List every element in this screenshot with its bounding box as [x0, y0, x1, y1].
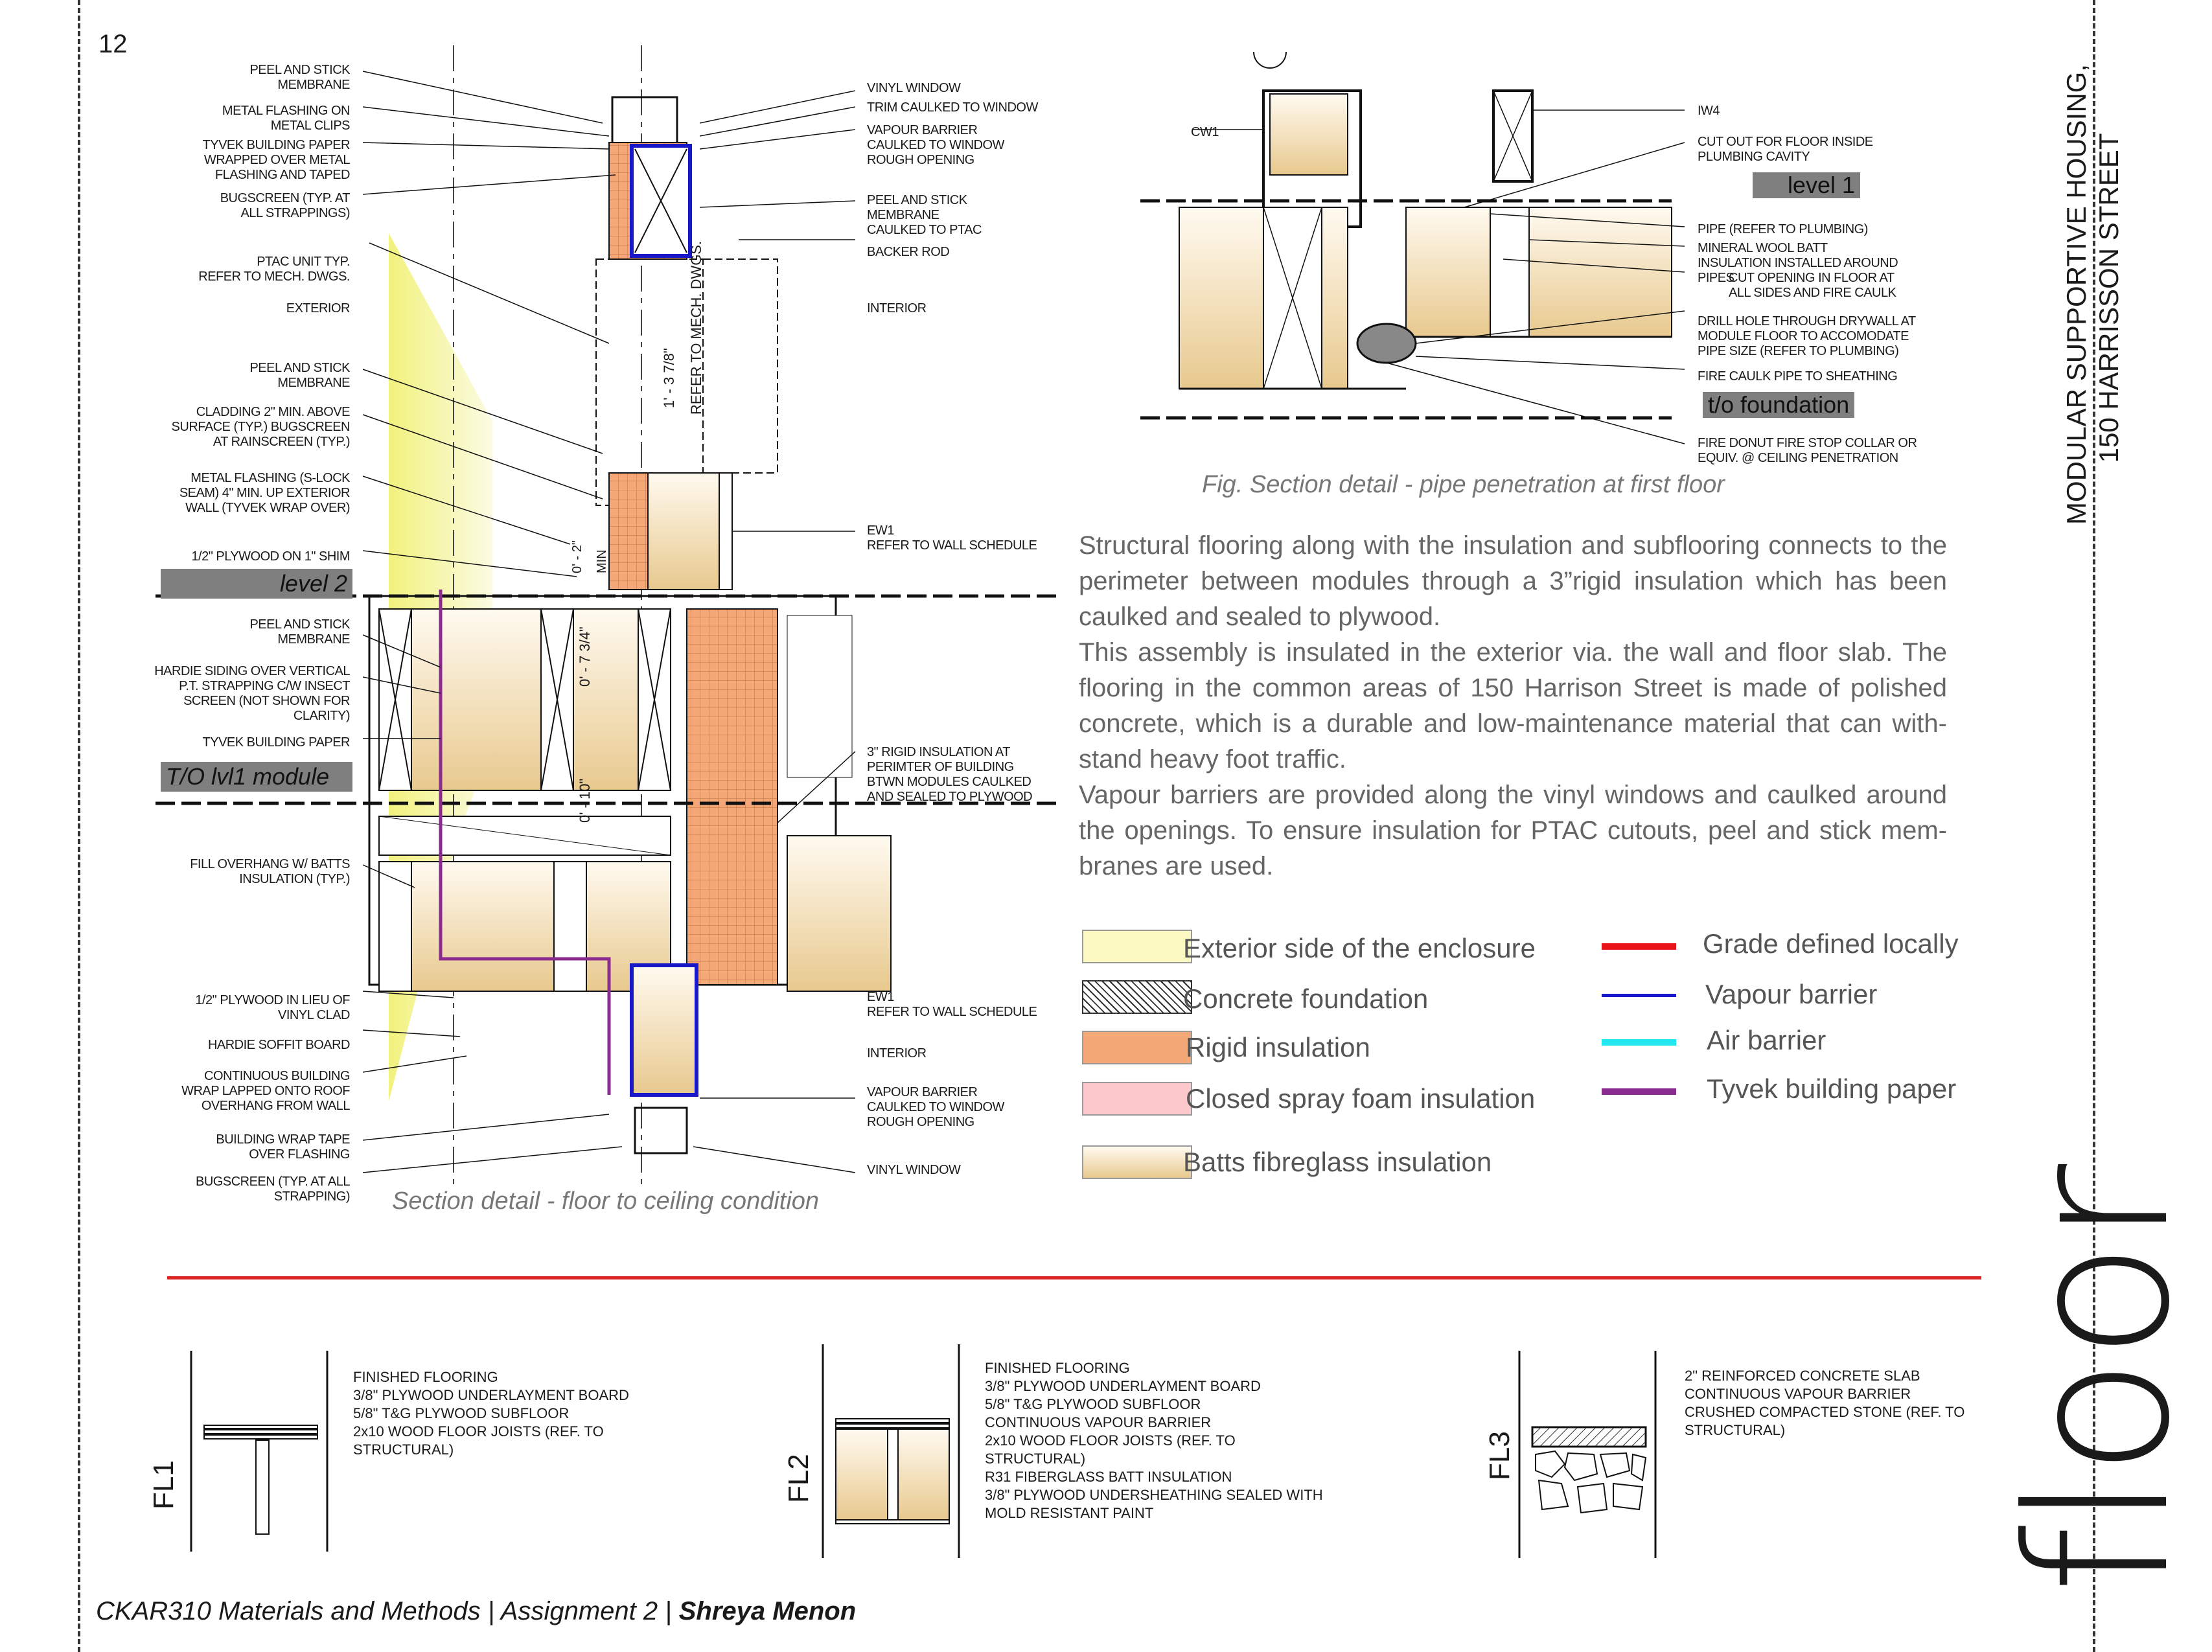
label-exterior: EXTERIOR	[286, 301, 350, 315]
label-trim-caulked: TRIM CAULKED TO WINDOW	[867, 100, 1038, 115]
label-plywood-shim: 1/2" PLYWOOD ON 1" SHIM	[191, 549, 350, 564]
legend-swatch-exterior	[1082, 930, 1192, 963]
label-fill-overhang: FILL OVERHANG W/ BATTS INSULATION (TYP.)	[190, 857, 350, 886]
description-text	[1079, 528, 1947, 884]
fl2-diagram	[820, 1344, 969, 1565]
label-peel-stick-3: PEEL AND STICK MEMBRANE	[249, 617, 350, 647]
description-paragraph-3: Vapour barriers are provided along the vinyl windows and caulked around the openings. To ensure insulation for PTAC cutouts, peel and stick mem-branes are used.	[1079, 781, 1947, 880]
floor-heading: floor	[1986, 1166, 2212, 1594]
fl1-label: FL1	[148, 1460, 179, 1509]
legend-label-rigid: Rigid insulation	[1186, 1032, 1370, 1062]
fl3-spec: 2" REINFORCED CONCRETE SLAB CONTINUOUS VAPOUR BARRIER CRUSHED COMPACTED STONE (REF. TO STRUCTURAL)	[1685, 1368, 1965, 1438]
pipe-label-mineral-wool: MINERAL WOOL BATT INSULATION INSTALLED AROUND PIPES	[1698, 241, 1898, 285]
label-peel-stick-2: PEEL AND STICK MEMBRANE	[249, 361, 350, 390]
label-vinyl-window-1: VINYL WINDOW	[867, 81, 961, 95]
fl2-label: FL2	[783, 1454, 814, 1503]
footer-author: Shreya Menon	[678, 1597, 857, 1625]
label-backer-rod: BACKER ROD	[867, 245, 950, 259]
level-1-tag: level 1	[1753, 172, 1860, 198]
label-ew1-2: EW1 REFER TO WALL SCHEDULE	[867, 990, 1037, 1019]
section-divider-line	[167, 1276, 1981, 1279]
label-vapour-barrier-1: VAPOUR BARRIER CAULKED TO WINDOW ROUGH OPENING	[867, 123, 1004, 167]
legend-label-concrete: Concrete foundation	[1183, 983, 1429, 1014]
label-ew1-1: EW1 REFER TO WALL SCHEDULE	[867, 523, 1037, 553]
label-wrap-tape: BUILDING WRAP TAPE OVER FLASHING	[216, 1132, 350, 1162]
legend-label-exterior: Exterior side of the enclosure	[1183, 933, 1536, 963]
dim-ptac-note: REFER TO MECH. DWGS.	[688, 240, 704, 415]
fl1-diagram	[188, 1351, 337, 1558]
dim-floor-depth: 0' - 7 3/4"	[577, 626, 593, 687]
label-vapour-barrier-2: VAPOUR BARRIER CAULKED TO WINDOW ROUGH OPENING	[867, 1085, 1004, 1129]
lvl1-module-tag: T/O lvl1 module	[161, 762, 352, 792]
dim-slab-depth: 0' - 10"	[577, 778, 593, 823]
label-peel-stick-1: PEEL AND STICK MEMBRANE	[249, 63, 350, 92]
label-hardie-siding: HARDIE SIDING OVER VERTICAL P.T. STRAPPING C/W INSECT SCREEN (NOT SHOWN FOR CLARITY)	[154, 664, 350, 723]
page-left-dashed-border	[78, 0, 80, 1652]
pipe-label-pipe: PIPE (REFER TO PLUMBING)	[1698, 222, 1868, 236]
legend-label-batts: Batts fibreglass insulation	[1183, 1147, 1492, 1177]
label-building-wrap: CONTINUOUS BUILDING WRAP LAPPED ONTO ROOF OVERHANG FROM WALL	[181, 1069, 350, 1113]
label-metal-flashing: METAL FLASHING ON METAL CLIPS	[222, 104, 350, 133]
fl2-spec: FINISHED FLOORING 3/8" PLYWOOD UNDERLAYMENT BOARD 5/8" T&G PLYWOOD SUBFLOOR CONTINUOUS VAPOUR BARRIER 2x10 WOOD FLOOR JOISTS (REF. TO STRUCTURAL) R31 FIBERGLASS BATT INSULATION 3/8" PLYWOOD UNDERSHEATHING SEALED WITH MOLD RESISTANT PAINT	[985, 1360, 1323, 1521]
label-rigid-insulation: 3" RIGID INSULATION AT PERIMTER OF BUILDING BTWN MODULES CAULKED AND SEALED TO PLYWOOD	[867, 745, 1033, 804]
label-metal-flashing-slock: METAL FLASHING (S-LOCK SEAM) 4" MIN. UP EXTERIOR WALL (TYVEK WRAP OVER)	[179, 471, 350, 515]
label-interior-2: INTERIOR	[867, 1046, 927, 1061]
label-interior-1: INTERIOR	[867, 301, 927, 315]
level-2-tag: level 2	[161, 569, 352, 599]
project-title-line-2: 150 HARRISSON STREET	[2093, 133, 2124, 463]
dim-ptac-height: 1' - 3 7/8"	[661, 348, 677, 408]
legend-label-vapour: Vapour barrier	[1705, 979, 1878, 1009]
label-bugscreen-2: BUGSCREEN (TYP. AT ALL STRAPPING)	[196, 1175, 350, 1204]
project-title	[2060, 63, 2125, 525]
legend-line-grade	[1602, 943, 1676, 950]
legend-swatch-rigid	[1082, 1031, 1192, 1064]
legend-swatch-batts	[1082, 1145, 1192, 1179]
pipe-label-cut-opening: CUT OPENING IN FLOOR AT ALL SIDES AND FIRE CAULK	[1729, 271, 1896, 300]
label-hardie-soffit: HARDIE SOFFIT BOARD	[207, 1038, 350, 1052]
legend-label-tyvek: Tyvek building paper	[1707, 1073, 1957, 1104]
description-paragraph-2: This assembly is insulated in the exterior via. the wall and floor slab. The flooring in the common areas of 150 Harrison Street is made of polished concrete, which is a durable and low-maintenance material that can with-stand heavy foot traffic.	[1079, 638, 1947, 774]
fl3-diagram	[1516, 1351, 1665, 1565]
project-title-line-1: MODULAR SUPPORTIVE HOUSING,	[2061, 63, 2091, 525]
fl1-spec: FINISHED FLOORING 3/8" PLYWOOD UNDERLAYMENT BOARD 5/8" T&G PLYWOOD SUBFLOOR 2x10 WOOD FLOOR JOISTS (REF. TO STRUCTURAL)	[353, 1369, 629, 1458]
pipe-label-cut-out: CUT OUT FOR FLOOR INSIDE PLUMBING CAVITY	[1698, 135, 1873, 164]
pipe-label-fire-caulk: FIRE CAULK PIPE TO SHEATHING	[1698, 369, 1898, 384]
main-section-caption: Section detail - floor to ceiling condition	[392, 1187, 820, 1215]
label-peel-stick-ptac: PEEL AND STICK MEMBRANE CAULKED TO PTAC	[867, 193, 982, 237]
dim-flashing: 0' - 2"	[570, 540, 584, 573]
label-tyvek-wrapped: TYVEK BUILDING PAPER WRAPPED OVER METAL FLASHING AND TAPED	[202, 138, 350, 182]
legend-line-air	[1602, 1039, 1676, 1046]
description-paragraph-1: Structural flooring along with the insulation and subflooring connects to the perimeter between modules through a 3”rigid insulation which has been caulked and sealed to plywood.	[1079, 531, 1947, 631]
label-vinyl-window-2: VINYL WINDOW	[867, 1163, 961, 1177]
legend-label-spray-foam: Closed spray foam insulation	[1186, 1083, 1536, 1114]
pipe-section-caption: Fig. Section detail - pipe penetration at first floor	[1202, 471, 1725, 498]
legend-label-grade: Grade defined locally	[1703, 928, 1959, 959]
label-ptac-unit: PTAC UNIT TYP. REFER TO MECH. DWGS.	[198, 255, 350, 284]
page-number: 12	[98, 30, 128, 58]
label-cladding: CLADDING 2" MIN. ABOVE SURFACE (TYP.) BUGSCREEN AT RAINSCREEN (TYP.)	[171, 405, 350, 449]
legend-line-tyvek	[1602, 1088, 1676, 1095]
pipe-label-drill-hole: DRILL HOLE THROUGH DRYWALL AT MODULE FLOOR TO ACCOMODATE PIPE SIZE (REFER TO PLUMBING)	[1698, 314, 1916, 358]
fl3-label: FL3	[1484, 1431, 1515, 1480]
label-bugscreen-1: BUGSCREEN (TYP. AT ALL STRAPPINGS)	[220, 191, 350, 220]
pipe-penetration-drawing	[1140, 45, 1698, 466]
pipe-label-iw4: IW4	[1698, 104, 1720, 118]
dim-min: MIN	[595, 549, 609, 573]
label-plywood-vinyl: 1/2" PLYWOOD IN LIEU OF VINYL CLAD	[195, 993, 350, 1022]
pipe-label-fire-donut: FIRE DONUT FIRE STOP COLLAR OR EQUIV. @ CEILING PENETRATION	[1698, 436, 1917, 465]
foundation-tag: t/o foundation	[1703, 392, 1854, 418]
legend-label-air: Air barrier	[1707, 1025, 1826, 1055]
label-tyvek-paper: TYVEK BUILDING PAPER	[202, 735, 350, 750]
pipe-label-cw1: CW1	[1191, 125, 1219, 139]
legend-swatch-spray-foam	[1082, 1082, 1192, 1116]
footer	[96, 1597, 856, 1626]
footer-course: CKAR310 Materials and Methods | Assignment 2 |	[96, 1597, 679, 1625]
legend-line-vapour	[1602, 994, 1676, 997]
legend-swatch-concrete	[1082, 980, 1192, 1014]
